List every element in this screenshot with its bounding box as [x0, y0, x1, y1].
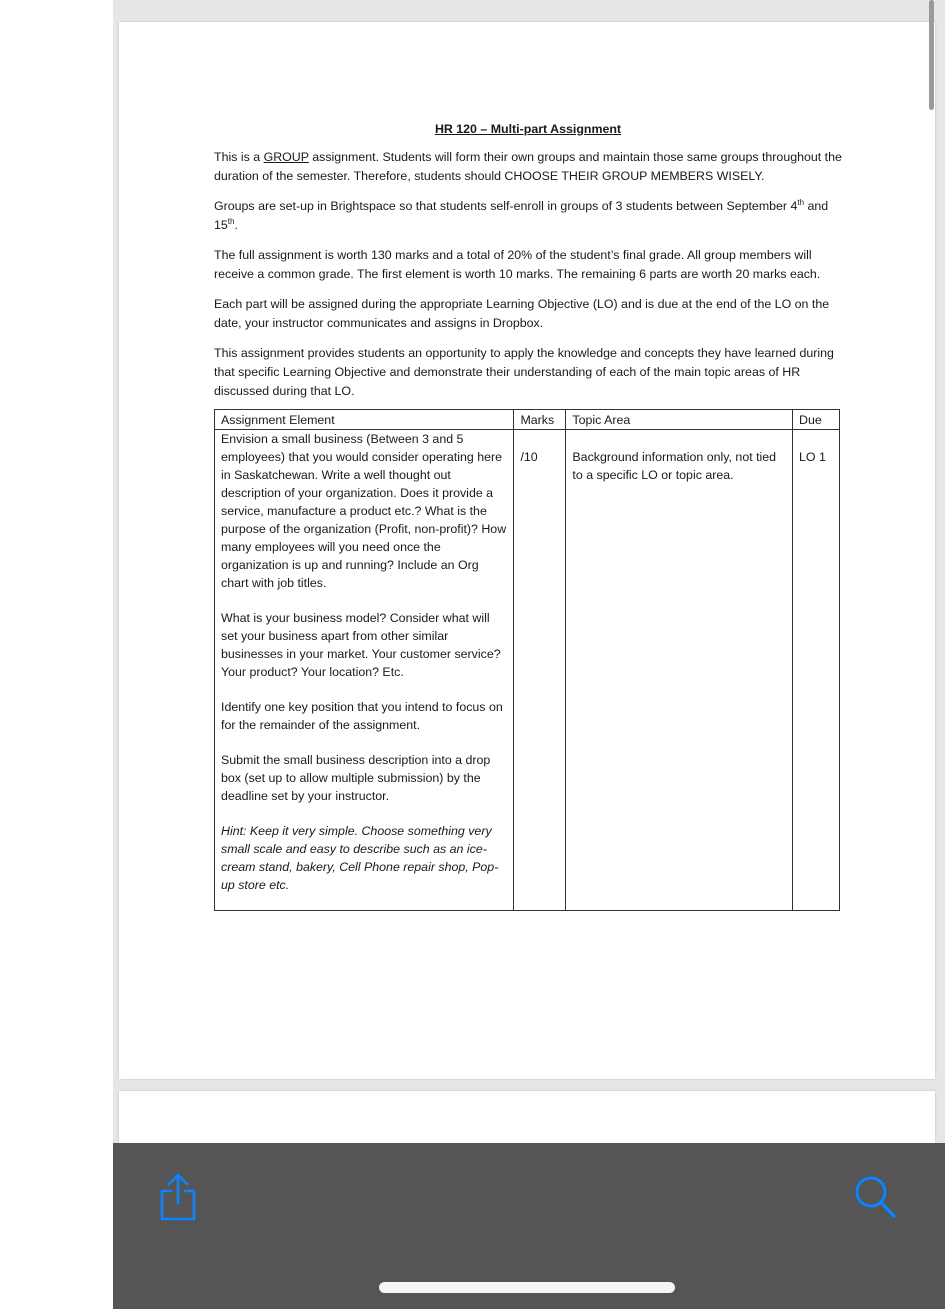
table-row — [215, 430, 840, 911]
assignment-table — [214, 409, 840, 911]
superscript: th — [797, 197, 805, 207]
paragraph-text: and 15 — [214, 199, 829, 232]
document-content — [214, 120, 842, 911]
assignment-element-cell — [215, 430, 514, 911]
topic-cell: Background information only, not tied to a specific LO or topic area. — [566, 430, 793, 911]
element-business-model: What is your business model? Consider what will set your business apart from other similar businesses in your market. Your customer service? Your product? Your location? Etc. — [221, 611, 501, 679]
bottom-toolbar — [113, 1143, 945, 1309]
column-header-marks: Marks — [514, 410, 566, 430]
due-cell: LO 1 — [793, 430, 840, 911]
share-icon — [158, 1172, 198, 1222]
superscript: th — [227, 216, 235, 226]
search-button[interactable] — [853, 1173, 899, 1221]
share-button[interactable] — [158, 1172, 198, 1222]
home-indicator[interactable] — [379, 1282, 675, 1293]
element-submission: Submit the small business description into a drop box (set up to allow multiple submission) by the deadline set by your instructor. — [221, 753, 491, 803]
element-description: Envision a small business (Between 3 and 5 employees) that you would consider operating here in Saskatchewan. Write a well thought out description of your organization. Does it provide a service, manufacture a product etc.? What is the purpose of the organization (Profit, non-profit)? How many employees will you need once the organization is up and running? Include an Org chart with job titles. — [221, 432, 507, 590]
scrollbar-thumb[interactable] — [929, 0, 934, 110]
next-page — [119, 1091, 935, 1151]
paragraph-text: assignment. Students will form their own groups and maintain those same groups throughout the duration of the semester. Therefore, students should CHOOSE THEIR GROUP MEMBERS WISELY. — [214, 150, 842, 183]
paragraph-text: . — [234, 218, 238, 232]
document-title: HR 120 – Multi-part Assignment — [434, 122, 622, 136]
paragraph-group-intro — [214, 148, 842, 186]
marks-cell: /10 — [514, 430, 566, 911]
element-key-position: Identify one key position that you intend to focus on for the remainder of the assignment. — [221, 700, 503, 732]
column-header-due: Due — [793, 410, 840, 430]
paragraph-text: This is a — [214, 150, 264, 164]
search-icon — [853, 1173, 899, 1221]
paragraph-groups-setup — [214, 197, 842, 235]
table-header-row — [215, 410, 840, 430]
group-emphasis: GROUP — [263, 150, 309, 164]
paragraph-text: Groups are set-up in Brightspace so that students self-enroll in groups of 3 students between September 4 — [214, 199, 798, 213]
element-hint: Hint: Keep it very simple. Choose something very small scale and easy to describe such as an ice-cream stand, bakery, Cell Phone repair shop, Pop-up store etc. — [221, 824, 499, 892]
paragraph-marks: The full assignment is worth 130 marks and a total of 20% of the student’s final grade. All group members will receive a common grade. The first element is worth 10 marks. The remaining 6 parts are worth 20 marks each. — [214, 248, 821, 281]
paragraph-opportunity: This assignment provides students an opportunity to apply the knowledge and concepts they have learned during that specific Learning Objective and demonstrate their understanding of each of the main topic areas of HR discussed during that LO. — [214, 346, 834, 398]
paragraph-learning-objective: Each part will be assigned during the appropriate Learning Objective (LO) and is due at the end of the LO on the date, your instructor communicates and assigns in Dropbox. — [214, 297, 830, 330]
column-header-element: Assignment Element — [215, 410, 514, 430]
column-header-topic: Topic Area — [566, 410, 793, 430]
